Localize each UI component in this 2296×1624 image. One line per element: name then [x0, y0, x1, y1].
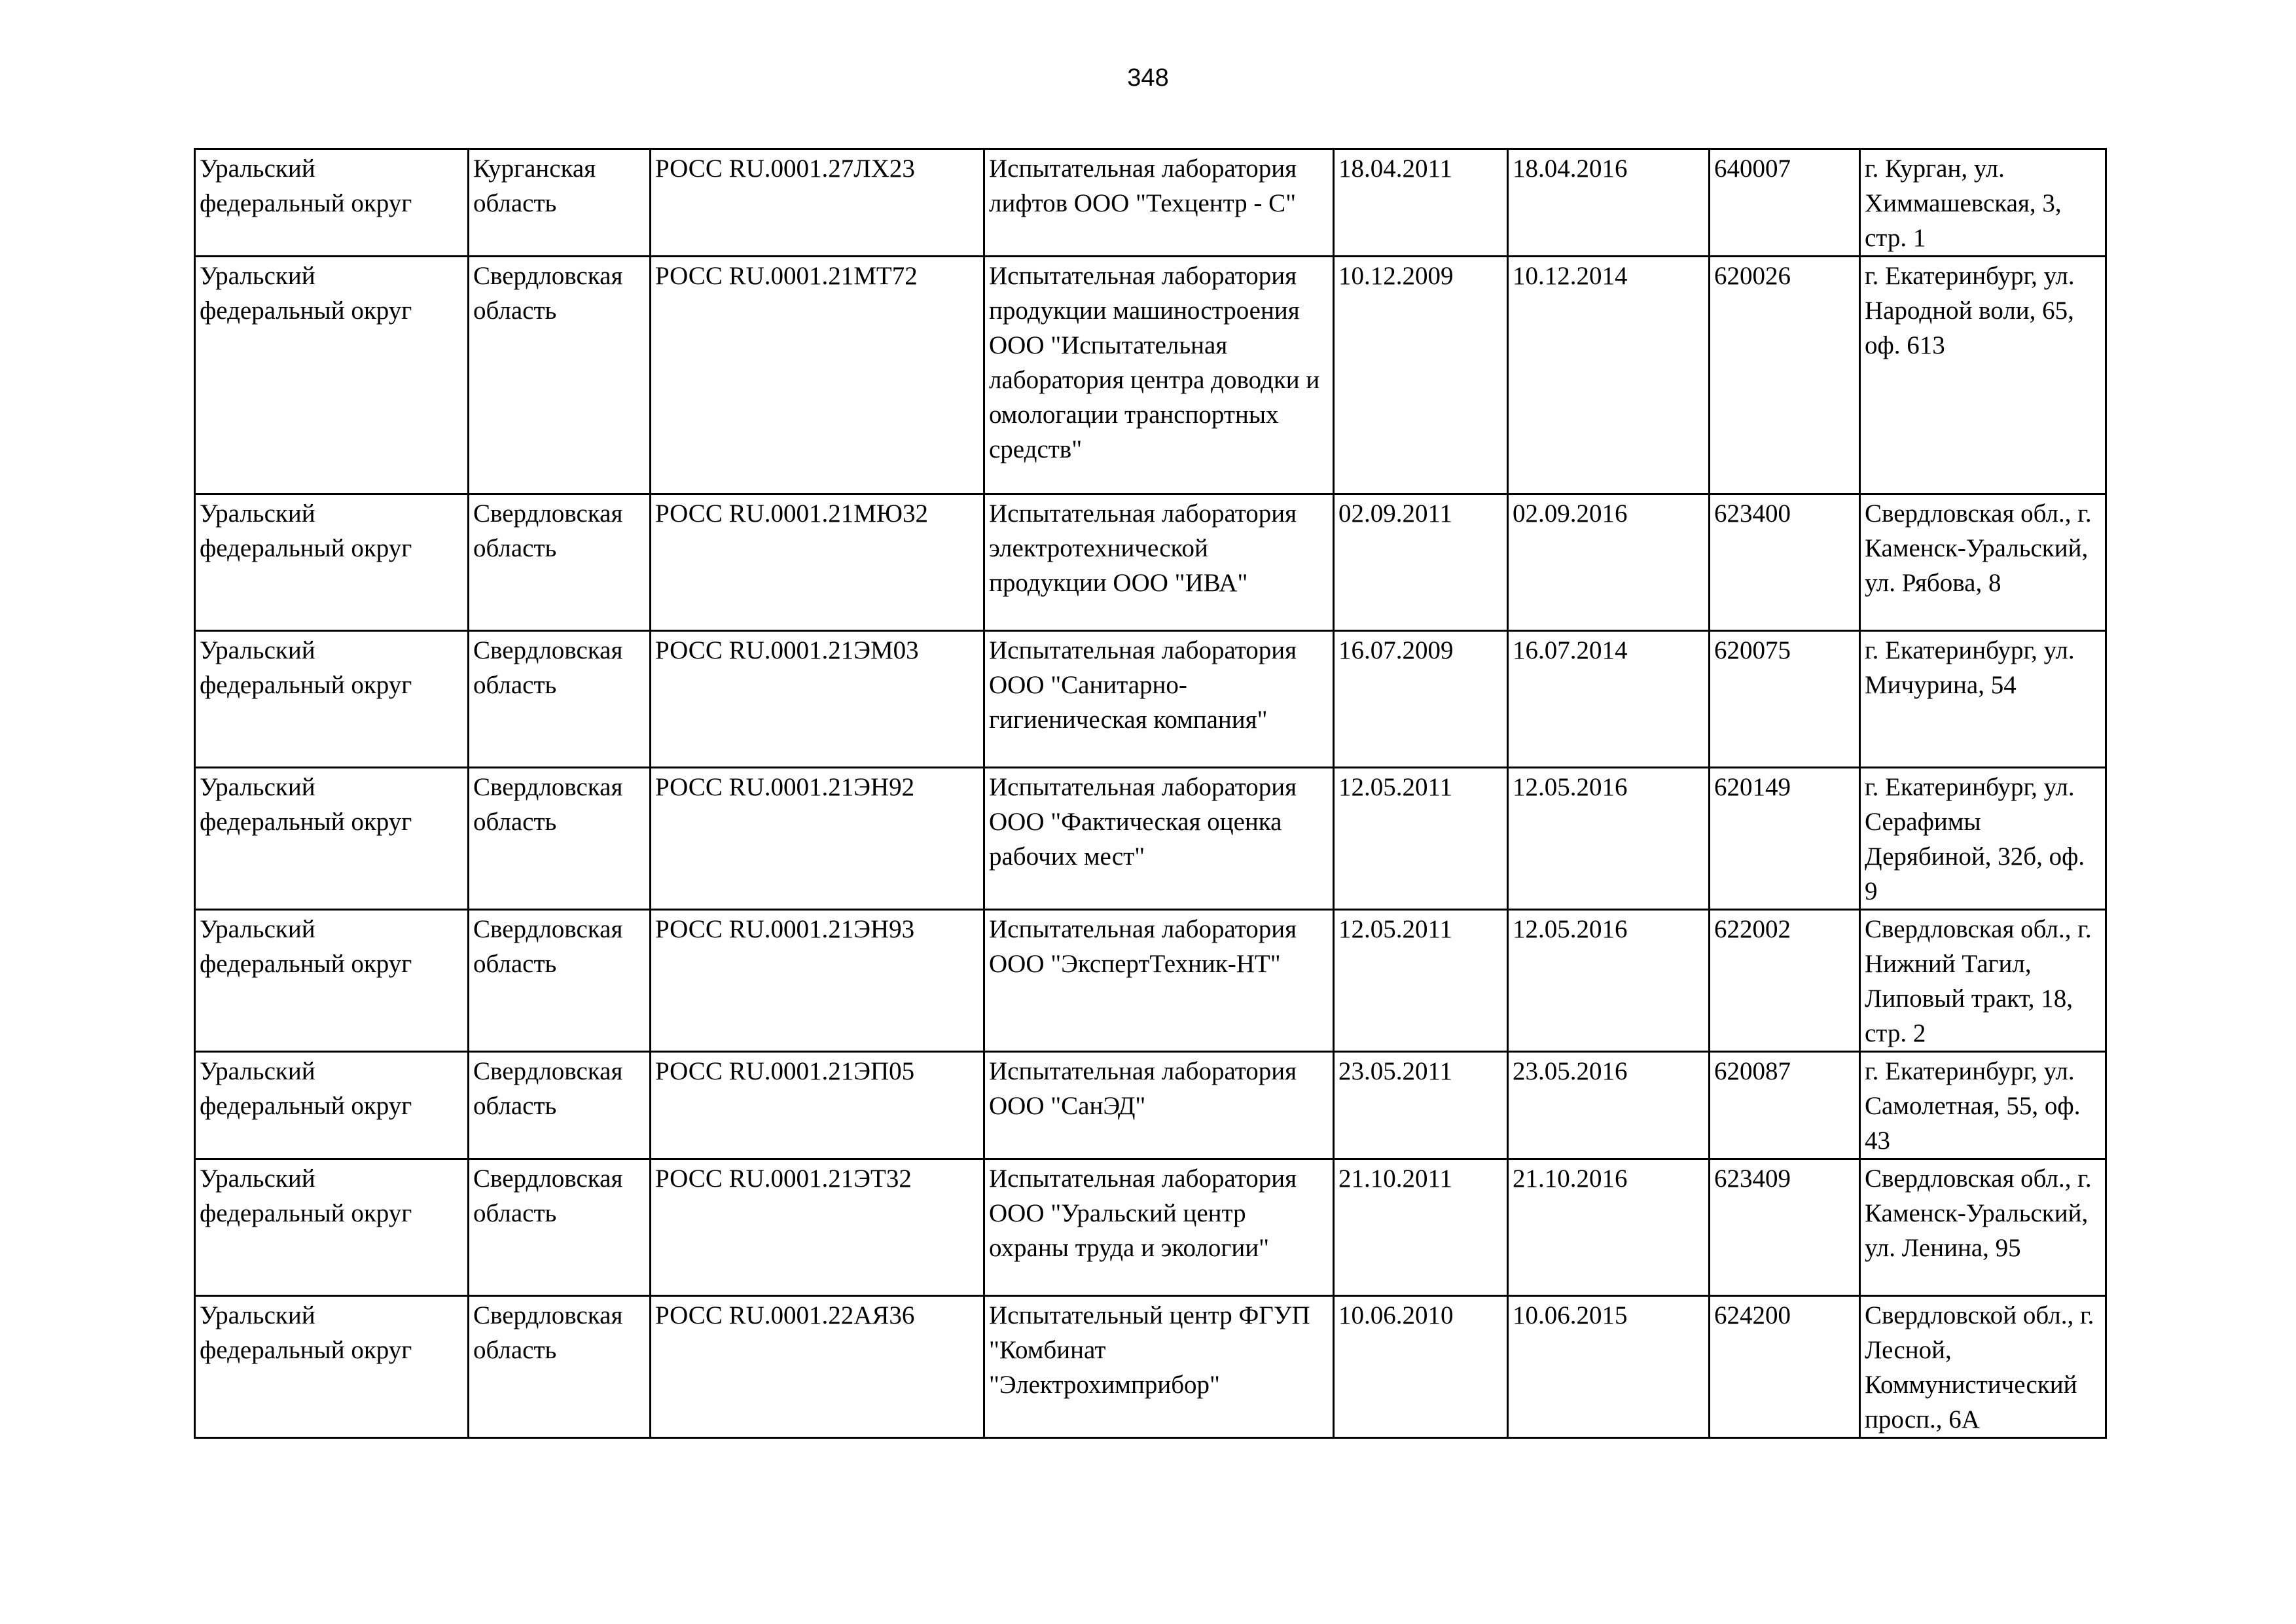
postal-index-cell: 623409 — [1710, 1159, 1860, 1296]
district-cell: Уральский федеральный округ — [195, 494, 469, 631]
address-cell: г. Екатеринбург, ул. Самолетная, 55, оф. 43 — [1860, 1052, 2106, 1159]
laboratory-name-cell: Испытательная лаборатория ООО "Уральский центр охраны труда и экологии" — [984, 1159, 1334, 1296]
laboratory-name-cell: Испытательная лаборатория ООО "ЭкспертТехник-НТ" — [984, 910, 1334, 1052]
date-to-cell: 12.05.2016 — [1508, 768, 1710, 910]
date-to-cell: 18.04.2016 — [1508, 149, 1710, 257]
address-cell: г. Екатеринбург, ул. Серафимы Дерябиной, 32б, оф. 9 — [1860, 768, 2106, 910]
table-row — [195, 768, 2106, 910]
postal-index-cell: 620149 — [1710, 768, 1860, 910]
table-row — [195, 149, 2106, 257]
date-from-cell: 02.09.2011 — [1334, 494, 1508, 631]
table-row — [195, 1296, 2106, 1438]
registration-number-cell: РОСС RU.0001.21МТ72 — [651, 257, 984, 494]
registration-number-cell: РОСС RU.0001.21МЮ32 — [651, 494, 984, 631]
laboratory-name-cell: Испытательная лаборатория ООО "Фактическая оценка рабочих мест" — [984, 768, 1334, 910]
date-to-cell: 23.05.2016 — [1508, 1052, 1710, 1159]
district-cell: Уральский федеральный округ — [195, 257, 469, 494]
region-cell: Свердловская область — [469, 768, 651, 910]
address-cell: Свердловская обл., г. Каменск-Уральский, ул. Рябова, 8 — [1860, 494, 2106, 631]
postal-index-cell: 622002 — [1710, 910, 1860, 1052]
date-to-cell: 10.12.2014 — [1508, 257, 1710, 494]
postal-index-cell: 624200 — [1710, 1296, 1860, 1438]
registration-number-cell: РОСС RU.0001.22АЯ36 — [651, 1296, 984, 1438]
postal-index-cell: 620075 — [1710, 631, 1860, 768]
address-cell: г. Курган, ул. Химмашевская, 3, стр. 1 — [1860, 149, 2106, 257]
table-row — [195, 1052, 2106, 1159]
date-to-cell: 12.05.2016 — [1508, 910, 1710, 1052]
district-cell: Уральский федеральный округ — [195, 1052, 469, 1159]
district-cell: Уральский федеральный округ — [195, 631, 469, 768]
district-cell: Уральский федеральный округ — [195, 1159, 469, 1296]
date-from-cell: 10.06.2010 — [1334, 1296, 1508, 1438]
date-from-cell: 18.04.2011 — [1334, 149, 1508, 257]
page-number: 348 — [1127, 64, 1169, 92]
region-cell: Свердловская область — [469, 494, 651, 631]
region-cell: Свердловская область — [469, 910, 651, 1052]
postal-index-cell: 623400 — [1710, 494, 1860, 631]
registration-number-cell: РОСС RU.0001.21ЭН92 — [651, 768, 984, 910]
registration-number-cell: РОСС RU.0001.21ЭТ32 — [651, 1159, 984, 1296]
registration-number-cell: РОСС RU.0001.21ЭП05 — [651, 1052, 984, 1159]
table-row — [195, 1159, 2106, 1296]
date-to-cell: 21.10.2016 — [1508, 1159, 1710, 1296]
district-cell: Уральский федеральный округ — [195, 149, 469, 257]
district-cell: Уральский федеральный округ — [195, 910, 469, 1052]
region-cell: Свердловская область — [469, 631, 651, 768]
table-row — [195, 494, 2106, 631]
table-row — [195, 910, 2106, 1052]
postal-index-cell: 620087 — [1710, 1052, 1860, 1159]
date-to-cell: 02.09.2016 — [1508, 494, 1710, 631]
registration-number-cell: РОСС RU.0001.21ЭН93 — [651, 910, 984, 1052]
region-cell: Свердловская область — [469, 1159, 651, 1296]
date-from-cell: 23.05.2011 — [1334, 1052, 1508, 1159]
date-from-cell: 10.12.2009 — [1334, 257, 1508, 494]
region-cell: Свердловская область — [469, 1052, 651, 1159]
date-from-cell: 12.05.2011 — [1334, 768, 1508, 910]
address-cell: Свердловская обл., г. Каменск-Уральский, ул. Ленина, 95 — [1860, 1159, 2106, 1296]
laboratory-name-cell: Испытательная лаборатория продукции машиностроения ООО "Испытательная лаборатория центра доводки и омологации транспортных средств" — [984, 257, 1334, 494]
registration-number-cell: РОСС RU.0001.21ЭМ03 — [651, 631, 984, 768]
laboratory-name-cell: Испытательная лаборатория ООО "СанЭД" — [984, 1052, 1334, 1159]
table-row — [195, 257, 2106, 494]
postal-index-cell: 620026 — [1710, 257, 1860, 494]
laboratory-name-cell: Испытательная лаборатория ООО "Санитарно-гигиеническая компания" — [984, 631, 1334, 768]
table-row — [195, 631, 2106, 768]
address-cell: г. Екатеринбург, ул. Мичурина, 54 — [1860, 631, 2106, 768]
laboratory-name-cell: Испытательная лаборатория лифтов ООО "Техцентр - С" — [984, 149, 1334, 257]
region-cell: Свердловская область — [469, 257, 651, 494]
address-cell: Свердловская обл., г. Нижний Тагил, Липовый тракт, 18, стр. 2 — [1860, 910, 2106, 1052]
postal-index-cell: 640007 — [1710, 149, 1860, 257]
address-cell: г. Екатеринбург, ул. Народной воли, 65, оф. 613 — [1860, 257, 2106, 494]
date-from-cell: 16.07.2009 — [1334, 631, 1508, 768]
address-cell: Свердловской обл., г. Лесной, Коммунистический просп., 6А — [1860, 1296, 2106, 1438]
date-from-cell: 12.05.2011 — [1334, 910, 1508, 1052]
date-from-cell: 21.10.2011 — [1334, 1159, 1508, 1296]
laboratory-name-cell: Испытательный центр ФГУП "Комбинат "Электрохимприбор" — [984, 1296, 1334, 1438]
district-cell: Уральский федеральный округ — [195, 768, 469, 910]
date-to-cell: 10.06.2015 — [1508, 1296, 1710, 1438]
laboratory-name-cell: Испытательная лаборатория электротехнической продукции ООО "ИВА" — [984, 494, 1334, 631]
district-cell: Уральский федеральный округ — [195, 1296, 469, 1438]
date-to-cell: 16.07.2014 — [1508, 631, 1710, 768]
registration-number-cell: РОСС RU.0001.27ЛХ23 — [651, 149, 984, 257]
laboratory-registry-table — [194, 148, 2107, 1439]
region-cell: Свердловская область — [469, 1296, 651, 1438]
region-cell: Курганская область — [469, 149, 651, 257]
